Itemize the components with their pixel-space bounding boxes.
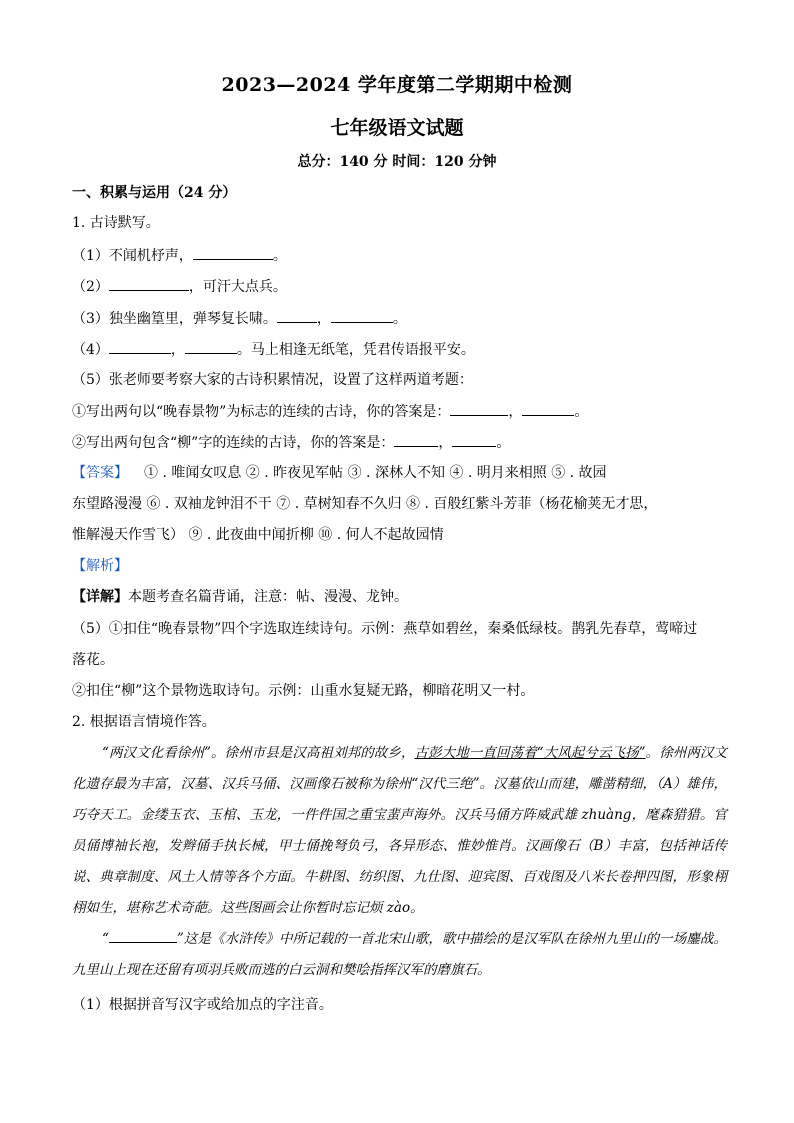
- q1-item-2-post: ，可汗大点兵。: [188, 279, 287, 295]
- q1-sub-1-text: ①写出两句以“晚春景物”为标志的连续的古诗，你的答案是：: [72, 404, 451, 420]
- answer-line-1: [72, 463, 732, 483]
- answer-blank[interactable]: [193, 245, 273, 260]
- answer-blank[interactable]: [394, 432, 438, 447]
- q1-sub-1-end: 。: [574, 404, 589, 420]
- q2-sub-1: （1）根据拼音写汉字或给加点的字注音。: [72, 997, 333, 1013]
- answer-blank[interactable]: [185, 339, 237, 354]
- detail-tag: 【详解】: [72, 589, 128, 605]
- answer-blank[interactable]: [109, 339, 171, 354]
- q1-item-3-mid: ，: [316, 311, 331, 327]
- answer-blank[interactable]: [331, 308, 393, 323]
- answer-line-2: 东望路漫漫 ⑥ . 双袖龙钟泪不干 ⑦ . 草树知春不久归 ⑧ . 百般红紫斗芳菲（杨花榆荚无才思，: [72, 496, 658, 512]
- detail-text: 本题考查名篇背诵，注意：帖、漫漫、龙钟。: [128, 589, 408, 605]
- passage-2-text: ”这是《水浒传》中所记载的一首北宋山歌，歌中描绘的是汉军队在徐州九里山的一场鏖战。九里山上现在还留有项羽兵败而逃的白云洞和樊哙指挥汉军的磨旗石。: [72, 931, 727, 978]
- q1-item-4: [72, 339, 732, 360]
- analysis-line-4: ②扣住“柳”这个景物选取诗句。示例：山重水复疑无路，柳暗花明又一村。: [72, 683, 535, 699]
- reading-passage-1: [72, 738, 727, 924]
- answer-text-1: ① . 唯闻女叹息 ② . 昨夜见军帖 ③ . 深林人不知 ④ . 明月来相照 ⑤ . 故园: [144, 465, 607, 481]
- reading-passage-2: [72, 924, 727, 986]
- question-1-stem: 1. 古诗默写。: [72, 215, 160, 231]
- exam-info: 总分：140 分 时间：120 分钟: [297, 154, 497, 170]
- q1-sub-2-text: ②写出两句包含“柳”字的连续的古诗，你的答案是：: [72, 435, 395, 451]
- answer-blank[interactable]: [109, 928, 177, 943]
- q1-sub-2-end: 。: [496, 435, 511, 451]
- q1-item-5: （5）张老师要考察大家的古诗积累情况，设置了这样两道考题：: [72, 372, 473, 388]
- q1-item-3-end: 。: [392, 311, 407, 327]
- answer-line-3: 惟解漫天作雪飞） ⑨ . 此夜曲中闻折柳 ⑩ . 何人不起故园情: [72, 527, 444, 543]
- question-2-stem: 2. 根据语言情境作答。: [72, 714, 216, 730]
- q1-item-4-pre: （4）: [72, 342, 109, 358]
- analysis-line-3: 落花。: [72, 652, 114, 668]
- q1-item-1-text: （1）不闻机杼声，: [72, 248, 193, 264]
- exam-title: 2023—2024 学年度第二学期期中检测: [221, 74, 573, 96]
- q1-item-5-sub-2: [72, 432, 732, 453]
- passage-1-part-a: “两汉文化看徐州”。徐州市县是汉高祖刘邦的故乡，: [102, 745, 415, 761]
- q1-item-4-post: 。马上相逢无纸笔，凭君传语报平安。: [236, 342, 475, 358]
- q1-item-4-mid: ，: [170, 342, 185, 358]
- q1-item-1-end: 。: [272, 248, 287, 264]
- q1-sub-2-mid: ，: [438, 435, 453, 451]
- q1-item-5-sub-1: [72, 401, 732, 422]
- underlined-sentence: 古彭大地一直回荡着“大风起兮云飞扬”: [414, 745, 646, 761]
- answer-tag: 【答案】: [72, 465, 128, 481]
- q1-item-2: [72, 276, 732, 297]
- answer-blank[interactable]: [450, 401, 508, 416]
- q1-item-3: [72, 308, 732, 329]
- answer-blank[interactable]: [522, 401, 574, 416]
- answer-blank[interactable]: [277, 308, 317, 323]
- answer-blank[interactable]: [452, 432, 496, 447]
- section-heading: 一、积累与运用（24 分）: [72, 185, 237, 201]
- q1-item-2-pre: （2）: [72, 279, 109, 295]
- answer-blank[interactable]: [109, 276, 189, 291]
- q1-item-3-text: （3）独坐幽篁里，弹琴复长啸。: [72, 311, 277, 327]
- analysis-tag: 【解析】: [72, 558, 128, 574]
- analysis-detail: [72, 587, 732, 607]
- passage-1-part-b: 。徐州两汉文化遗存最为丰富，汉墓、汉兵马俑、汉画像石被称为徐州“汉代三绝”。汉墓依山而建，雕凿精细，（A）雄伟，巧夺天工。金缕玉衣、玉棺、玉龙，一件件国之重宝蜚声海外。汉兵马俑方阵威武雄 zhuàng，麾森猎猎。官员俑博袖长袍，发辫俑手执长械，甲士俑挽弩负弓，各异形态、惟妙惟肖。汉画像石（B）丰富，包括神话传说、典章制度、风土人情等各个方面。牛耕图、纺织图、九仕图、迎宾图、百戏图及八米长卷押四图，形象栩栩如生，堪称艺术奇葩。这些图画会让你暂时忘记烦 zào。: [72, 745, 727, 916]
- analysis-line-2: （5）①扣住“晚春景物”四个字选取连续诗句。示例：燕草如碧丝，秦桑低绿枝。鹊乳先春草，莺啼过: [72, 621, 698, 637]
- q1-sub-1-mid: ，: [508, 404, 523, 420]
- passage-2-open-quote: “: [102, 931, 109, 947]
- q1-item-1: [72, 245, 732, 266]
- exam-subtitle: 七年级语文试题: [330, 117, 464, 139]
